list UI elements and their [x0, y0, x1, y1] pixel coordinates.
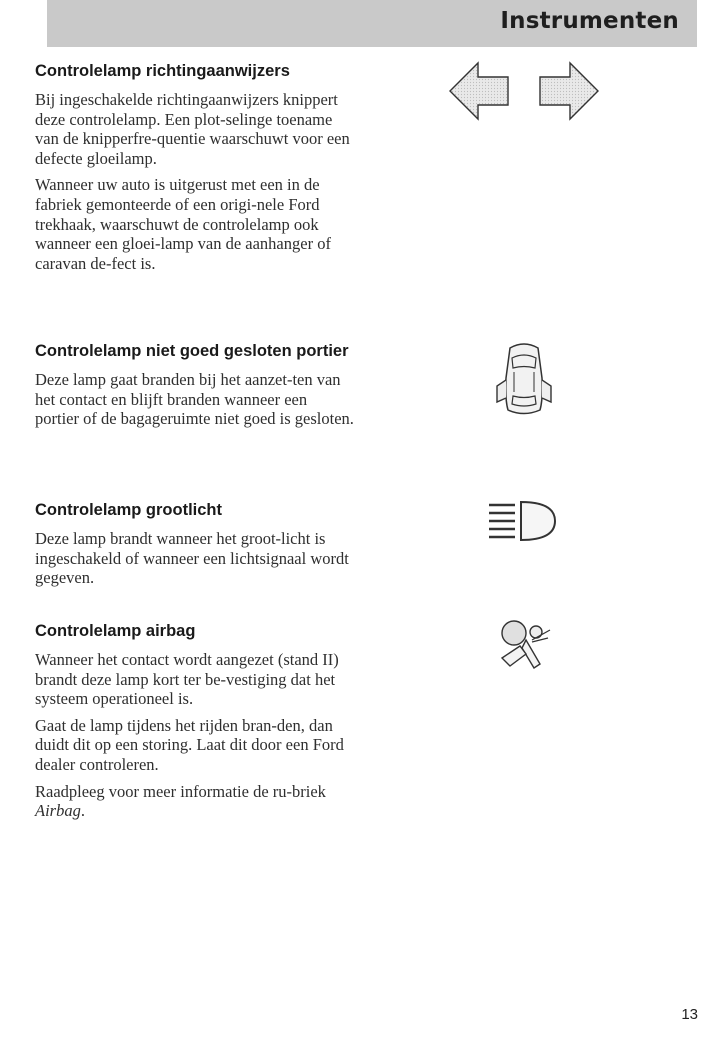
page-number: 13	[681, 1006, 698, 1023]
reference-suffix: .	[80, 801, 85, 821]
reference-text: Raadpleeg voor meer informatie de ru-briek	[35, 781, 326, 801]
section-paragraph: Deze lamp brandt wanneer het groot-licht is ingeschakeld of wanneer een lichtsignaal wordt gegeven.	[35, 529, 349, 588]
section-turn-signal	[35, 61, 355, 280]
section-high-beam	[35, 500, 355, 595]
section-heading: Controlelamp grootlicht	[35, 501, 222, 519]
door-ajar-car-icon	[494, 340, 554, 418]
section-airbag	[35, 621, 355, 828]
high-beam-icon	[487, 499, 559, 543]
section-paragraph: Wanneer het contact wordt aangezet (stand II) brandt deze lamp kort ter be-vestiging dat het systeem operationeel is.	[35, 650, 339, 709]
section-paragraph: Gaat de lamp tijdens het rijden bran-den, dan duidt dit op een storing. Laat dit door een Ford dealer controleren.	[35, 715, 344, 774]
header-bar	[47, 0, 697, 47]
airbag-icon	[496, 618, 556, 680]
airbag-reference: Airbag	[35, 801, 81, 821]
section-heading: Controlelamp niet goed gesloten portier	[35, 342, 349, 360]
section-heading: Controlelamp richtingaanwijzers	[35, 62, 290, 80]
section-paragraph: Bij ingeschakelde richtingaanwijzers knippert deze controlelamp. Een plot-selinge toename van de knipperfre-quentie waarschuwt voor een defecte gloeilamp.	[35, 90, 350, 168]
section-paragraph: Wanneer uw auto is uitgerust met een in de fabriek gemonteerde of een origi-nele Ford trekhaak, waarschuwt de controlelamp ook wanneer een gloei-lamp van de aanhanger of caravan de-fect is.	[35, 175, 331, 273]
turn-signal-arrows-icon	[448, 60, 600, 122]
section-door-ajar	[35, 341, 355, 436]
section-paragraph: Deze lamp gaat branden bij het aanzet-ten van het contact en blijft branden wanneer een portier of de bagageruimte niet goed is gesloten.	[35, 370, 354, 429]
page-title: Instrumenten	[500, 8, 679, 34]
section-paragraph-reference	[35, 782, 355, 821]
section-heading: Controlelamp airbag	[35, 622, 196, 640]
